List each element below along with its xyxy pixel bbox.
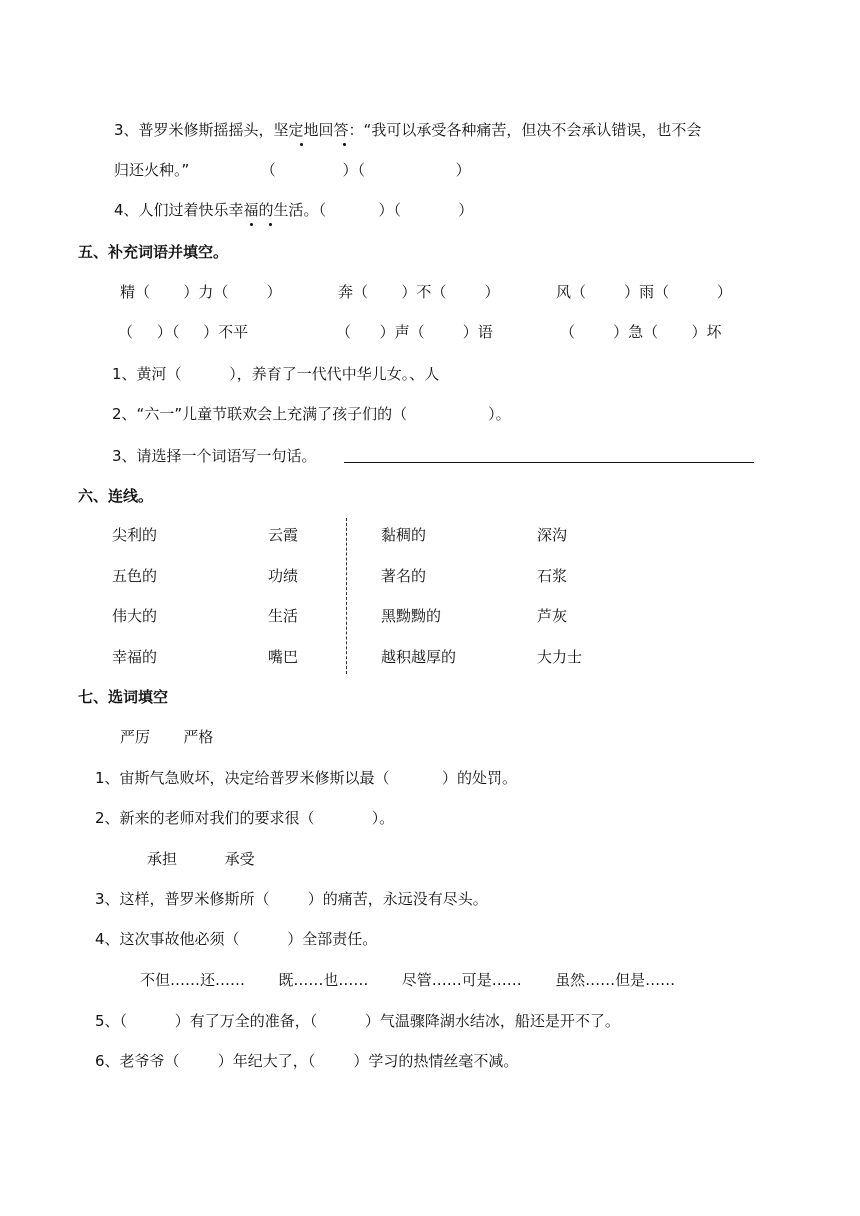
question-7-1: 1、宙斯气急败坏，决定给普罗米修斯以最（ ）的处罚。	[95, 769, 517, 787]
word-fill-item: 风（ ）雨（ ）	[556, 283, 732, 301]
word-fill-item: 精（ ）力（ ）	[120, 283, 282, 301]
section-7-title: 七、选词填空	[78, 688, 169, 706]
match-word: 尖利的	[112, 526, 158, 544]
question-4-4: 4、人们过着快乐幸福的生活。（ ）（ ）	[114, 201, 474, 219]
word-choice-pair: 承担 承受	[147, 850, 255, 868]
match-word: 五色的	[112, 567, 158, 585]
match-word: 嘴巴	[268, 648, 299, 666]
question-7-3: 3、这样，普罗米修斯所（ ）的痛苦，永远没有尽头。	[95, 890, 488, 908]
match-word: 功绩	[268, 567, 299, 585]
emphasis-dot	[269, 223, 272, 226]
match-word: 黑黝黝的	[381, 607, 442, 625]
question-4-3-line2: 归还火种。” （ ）（ ）	[114, 161, 471, 179]
word-choice-pair: 严厉 严格	[120, 728, 214, 746]
question-5-2: 2、“六一”儿童节联欢会上充满了孩子们的（ ）。	[112, 405, 511, 423]
question-7-4: 4、这次事故他必须（ ）全部责任。	[95, 930, 378, 948]
word-fill-item: （ ）声（ ）语	[336, 323, 493, 341]
match-word: 越积越厚的	[381, 648, 457, 666]
question-5-3: 3、请选择一个词语写一句话。	[112, 447, 317, 465]
question-7-6: 6、老爷爷（ ）年纪大了，（ ）学习的热情丝毫不减。	[95, 1052, 519, 1070]
emphasis-dot	[250, 223, 253, 226]
match-word: 云霞	[268, 526, 299, 544]
question-5-1: 1、黄河（ ），养育了一代代中华儿女。、人	[112, 365, 440, 383]
answer-underline	[344, 462, 754, 463]
match-word: 生活	[268, 607, 299, 625]
dashed-divider	[346, 518, 347, 674]
question-7-2: 2、新来的老师对我们的要求很（ ）。	[95, 809, 395, 827]
section-5-title: 五、补充词语并填空。	[78, 243, 229, 261]
word-fill-item: （ ）（ ）不平	[118, 323, 249, 341]
match-word: 芦灰	[537, 607, 568, 625]
match-word: 黏稠的	[381, 526, 427, 544]
word-fill-item: 奔（ ）不（ ）	[338, 283, 500, 301]
section-6-title: 六、连线。	[78, 487, 154, 505]
match-word: 石浆	[537, 567, 568, 585]
question-4-3-line1: 3、普罗米修斯摇摇头，坚定地回答：“我可以承受各种痛苦，但决不会承认错误，也不会	[114, 121, 702, 139]
conjunction-options: 不但……还…… 既……也…… 尽管……可是…… 虽然……但是……	[140, 971, 676, 989]
emphasis-dot	[300, 143, 303, 146]
question-7-5: 5、（ ）有了万全的准备，（ ）气温骤降湖水结冰，船还是开不了。	[95, 1012, 620, 1030]
match-word: 著名的	[381, 567, 427, 585]
match-word: 深沟	[537, 526, 568, 544]
match-word: 幸福的	[112, 648, 158, 666]
emphasis-dot	[343, 143, 346, 146]
match-word: 伟大的	[112, 607, 158, 625]
match-word: 大力士	[537, 648, 583, 666]
word-fill-item: （ ）急（ ）坏	[560, 323, 722, 341]
